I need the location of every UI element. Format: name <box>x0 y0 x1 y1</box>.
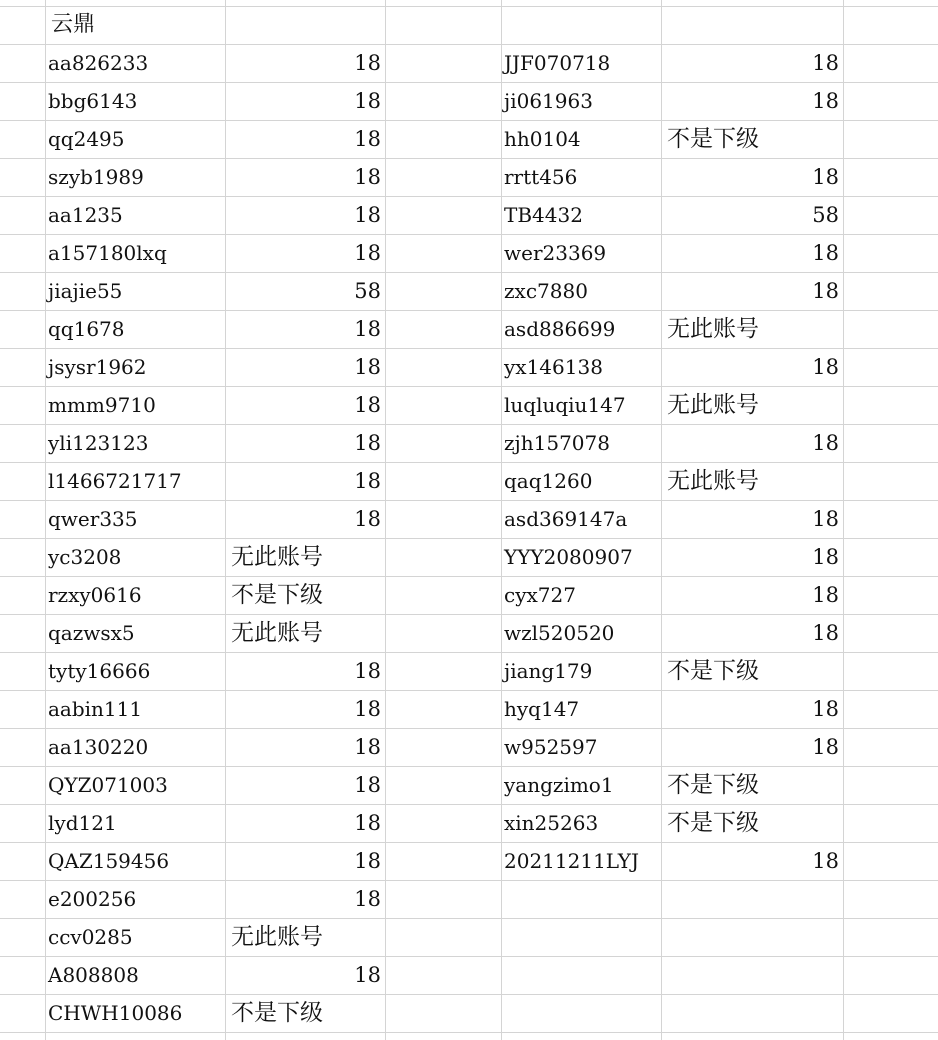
value-cell[interactable]: 18 <box>354 431 381 455</box>
account-cell[interactable]: rrtt456 <box>504 165 578 189</box>
account-cell[interactable]: 20211211LYJ <box>504 849 640 873</box>
account-cell[interactable]: cyx727 <box>504 583 576 607</box>
value-cell[interactable]: 18 <box>354 317 381 341</box>
value-cell[interactable]: 18 <box>812 583 839 607</box>
account-cell[interactable]: aa826233 <box>48 51 149 75</box>
account-cell[interactable]: QAZ159456 <box>48 849 170 873</box>
value-cell[interactable]: 18 <box>354 89 381 113</box>
account-cell[interactable]: qaq1260 <box>504 469 593 493</box>
value-cell[interactable]: 18 <box>812 849 839 873</box>
account-cell[interactable]: CHWH10086 <box>48 1001 183 1025</box>
value-cell[interactable]: 无此账号 <box>231 544 323 570</box>
value-cell[interactable]: 18 <box>812 507 839 531</box>
value-cell[interactable]: 18 <box>812 431 839 455</box>
value-cell[interactable]: 18 <box>354 849 381 873</box>
column-gridline <box>385 0 386 1040</box>
account-cell[interactable]: ji061963 <box>504 89 593 113</box>
value-cell[interactable]: 18 <box>354 697 381 721</box>
value-cell[interactable]: 不是下级 <box>667 772 759 798</box>
value-cell[interactable]: 18 <box>812 697 839 721</box>
value-cell[interactable]: 无此账号 <box>231 924 323 950</box>
value-cell[interactable]: 18 <box>354 241 381 265</box>
value-cell[interactable]: 18 <box>354 51 381 75</box>
value-cell[interactable]: 18 <box>812 735 839 759</box>
value-cell[interactable]: 18 <box>354 469 381 493</box>
header-cell[interactable]: 云鼎 <box>51 12 96 37</box>
account-cell[interactable]: jiang179 <box>504 659 593 683</box>
account-cell[interactable]: rzxy0616 <box>48 583 142 607</box>
account-cell[interactable]: l1466721717 <box>48 469 182 493</box>
account-cell[interactable]: hyq147 <box>504 697 580 721</box>
account-cell[interactable]: jiajie55 <box>48 279 123 303</box>
account-cell[interactable]: lyd121 <box>48 811 117 835</box>
account-cell[interactable]: JJF070718 <box>504 51 611 75</box>
value-cell[interactable]: 无此账号 <box>231 620 323 646</box>
account-cell[interactable]: hh0104 <box>504 127 581 151</box>
account-cell[interactable]: mmm9710 <box>48 393 156 417</box>
account-cell[interactable]: bbg6143 <box>48 89 138 113</box>
account-cell[interactable]: asd369147a <box>504 507 628 531</box>
value-cell[interactable]: 18 <box>812 241 839 265</box>
account-cell[interactable]: a157180lxq <box>48 241 167 265</box>
row-gridline <box>0 6 938 7</box>
value-cell[interactable]: 18 <box>354 165 381 189</box>
value-cell[interactable]: 不是下级 <box>231 1000 323 1026</box>
account-cell[interactable]: aa130220 <box>48 735 149 759</box>
account-cell[interactable]: YYY2080907 <box>504 545 633 569</box>
account-cell[interactable]: qwer335 <box>48 507 138 531</box>
value-cell[interactable]: 18 <box>354 355 381 379</box>
account-cell[interactable]: zxc7880 <box>504 279 588 303</box>
account-cell[interactable]: asd886699 <box>504 317 616 341</box>
account-cell[interactable]: qq1678 <box>48 317 125 341</box>
account-cell[interactable]: yli123123 <box>48 431 149 455</box>
value-cell[interactable]: 不是下级 <box>667 810 759 836</box>
value-cell[interactable]: 不是下级 <box>667 126 759 152</box>
account-cell[interactable]: jsysr1962 <box>48 355 147 379</box>
account-cell[interactable]: wer23369 <box>504 241 607 265</box>
value-cell[interactable]: 无此账号 <box>667 316 759 342</box>
account-cell[interactable]: aa1235 <box>48 203 123 227</box>
value-cell[interactable]: 18 <box>354 811 381 835</box>
value-cell[interactable]: 18 <box>812 621 839 645</box>
value-cell[interactable]: 不是下级 <box>667 658 759 684</box>
account-cell[interactable]: A808808 <box>48 963 139 987</box>
value-cell[interactable]: 18 <box>354 393 381 417</box>
value-cell[interactable]: 18 <box>354 507 381 531</box>
value-cell[interactable]: 58 <box>354 279 381 303</box>
account-cell[interactable]: w952597 <box>504 735 598 759</box>
account-cell[interactable]: QYZ071003 <box>48 773 168 797</box>
account-cell[interactable]: wzl520520 <box>504 621 615 645</box>
account-cell[interactable]: aabin111 <box>48 697 143 721</box>
value-cell[interactable]: 18 <box>812 165 839 189</box>
account-cell[interactable]: yangzimo1 <box>504 773 614 797</box>
account-cell[interactable]: xin25263 <box>504 811 599 835</box>
value-cell[interactable]: 18 <box>354 659 381 683</box>
account-cell[interactable]: qazwsx5 <box>48 621 135 645</box>
account-cell[interactable]: yc3208 <box>48 545 122 569</box>
value-cell[interactable]: 18 <box>354 963 381 987</box>
value-cell[interactable]: 18 <box>354 773 381 797</box>
account-cell[interactable]: tyty16666 <box>48 659 151 683</box>
value-cell[interactable]: 无此账号 <box>667 392 759 418</box>
value-cell[interactable]: 18 <box>812 355 839 379</box>
value-cell[interactable]: 18 <box>812 545 839 569</box>
value-cell[interactable]: 无此账号 <box>667 468 759 494</box>
account-cell[interactable]: yx146138 <box>504 355 603 379</box>
row-gridline <box>0 1032 938 1033</box>
account-cell[interactable]: luqluqiu147 <box>504 393 626 417</box>
value-cell[interactable]: 18 <box>812 89 839 113</box>
value-cell[interactable]: 58 <box>812 203 839 227</box>
account-cell[interactable]: szyb1989 <box>48 165 144 189</box>
value-cell[interactable]: 18 <box>354 735 381 759</box>
column-gridline <box>843 0 844 1040</box>
account-cell[interactable]: zjh157078 <box>504 431 610 455</box>
value-cell[interactable]: 18 <box>354 127 381 151</box>
account-cell[interactable]: qq2495 <box>48 127 125 151</box>
value-cell[interactable]: 18 <box>812 279 839 303</box>
account-cell[interactable]: TB4432 <box>504 203 583 227</box>
account-cell[interactable]: ccv0285 <box>48 925 133 949</box>
value-cell[interactable]: 18 <box>354 203 381 227</box>
value-cell[interactable]: 不是下级 <box>231 582 323 608</box>
account-cell[interactable]: e200256 <box>48 887 137 911</box>
value-cell[interactable]: 18 <box>354 887 381 911</box>
value-cell[interactable]: 18 <box>812 51 839 75</box>
